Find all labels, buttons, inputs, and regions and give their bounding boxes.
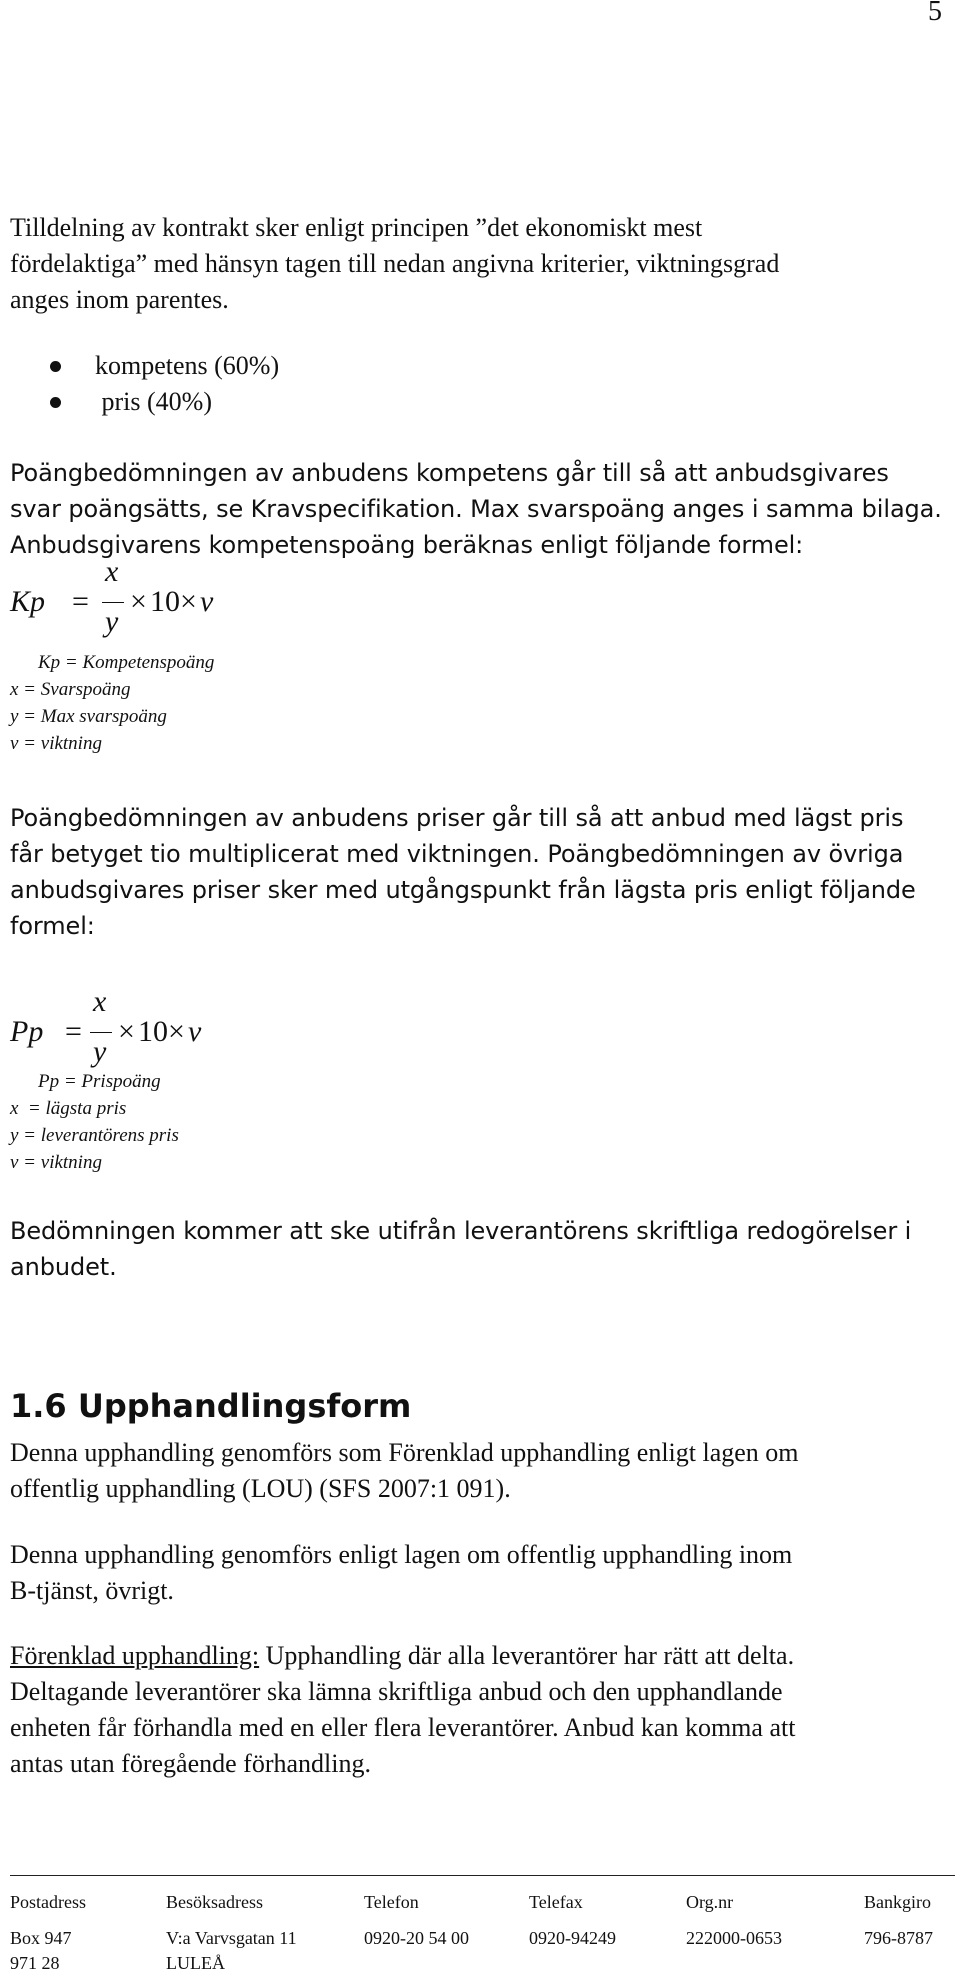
competence-legend — [10, 649, 214, 757]
procurement-p2-line-2: B-tjänst, övrigt. — [10, 1576, 174, 1605]
legend-item: v = viktning — [10, 733, 102, 754]
footer-divider — [10, 1875, 955, 1876]
price-line-4: formel: — [10, 912, 95, 940]
footer-orgnr-value: 222000-0653 — [686, 1928, 782, 1948]
footer-header-visit: Besöksadress — [166, 1892, 263, 1912]
price-line-1: Poängbedömningen av anbudens priser går till så att anbud med lägst pris — [10, 804, 904, 832]
footer-visit-street: V:a Varvsgatan 11 — [166, 1928, 297, 1948]
legend-item: Kp = Kompetenspoäng — [38, 652, 215, 673]
formula-lhs: Pp — [10, 1015, 44, 1048]
procurement-p3-line-3: enheten får förhandla med en eller flera leverantörer. Anbud kan komma att — [10, 1713, 796, 1742]
footer-header-phone: Telefon — [364, 1892, 419, 1912]
procurement-p3-line-1 — [10, 1638, 955, 1674]
formula-numerator: x — [93, 985, 107, 1018]
procurement-p1-line-2: offentlig upphandling (LOU) (SFS 2007:1 091). — [10, 1474, 511, 1503]
formula-denominator: y — [93, 1035, 107, 1068]
formula-times: × — [180, 585, 197, 618]
price-paragraph — [10, 800, 955, 944]
footer-bankgiro-value: 796-8787 — [864, 1928, 933, 1948]
procurement-p3-line-2: Deltagande leverantörer ska lämna skriftliga anbud och den upphandlande — [10, 1677, 783, 1706]
criteria-item-price — [50, 384, 212, 420]
procurement-p3-line-4: antas utan föregående förhandling. — [10, 1749, 371, 1778]
competence-paragraph — [10, 455, 955, 563]
footer-header-bankgiro: Bankgiro — [864, 1892, 931, 1912]
competence-line-3: Anbudsgivarens kompetenspoäng beräknas enligt följande formel: — [10, 531, 804, 559]
intro-line-2: fördelaktiga” med hänsyn tagen till nedan angivna kriterier, viktningsgrad — [10, 249, 780, 278]
price-line-3: anbudsgivares priser sker med utgångspunkt från lägsta pris enligt följande — [10, 876, 916, 904]
formula-numerator: x — [105, 555, 119, 588]
legend-item: x = lägsta pris — [10, 1098, 127, 1119]
legend-item: Pp = Prispoäng — [38, 1071, 161, 1092]
legend-item: v = viktning — [10, 1152, 102, 1173]
formula-times: × — [168, 1015, 185, 1048]
competence-formula — [10, 555, 214, 645]
footer-fax-value: 0920-94249 — [529, 1928, 616, 1948]
procurement-paragraph-2 — [10, 1537, 955, 1609]
formula-weight: v — [200, 585, 214, 618]
procurement-p2-line-1: Denna upphandling genomförs enligt lagen om offentlig upphandling inom — [10, 1540, 793, 1569]
procurement-paragraph-3 — [10, 1638, 955, 1782]
intro-line-3: anges inom parentes. — [10, 285, 229, 314]
formula-denominator: y — [105, 605, 119, 638]
footer-header-orgnr: Org.nr — [686, 1892, 734, 1912]
legend-item: y = leverantörens pris — [10, 1125, 179, 1146]
competence-line-2: svar poängsätts, se Kravspecifikation. Max svarspoäng anges i samma bilaga. — [10, 495, 942, 523]
fraction-line — [102, 602, 124, 603]
criteria-label: kompetens (60%) — [95, 351, 280, 380]
definition-text: Upphandling där alla leverantörer har rätt att delta. — [259, 1641, 795, 1670]
legend-item: x = Svarspoäng — [10, 679, 131, 700]
footer-postal-code: 971 28 — [10, 1953, 60, 1973]
intro-line-1: Tilldelning av kontrakt sker enligt principen ”det ekonomiskt mest — [10, 213, 703, 242]
price-formula — [10, 985, 210, 1075]
formula-equals: = — [72, 585, 89, 618]
footer-header-postal: Postadress — [10, 1892, 86, 1912]
formula-lhs: Kp — [10, 585, 46, 618]
intro-paragraph — [10, 210, 955, 318]
bullet-icon — [50, 361, 61, 372]
footer-header-fax: Telefax — [529, 1892, 583, 1912]
section-heading: 1.6 Upphandlingsform — [10, 1387, 412, 1425]
procurement-p1-line-1: Denna upphandling genomförs som Förenklad upphandling enligt lagen om — [10, 1438, 799, 1467]
criteria-item-competence — [50, 348, 279, 384]
footer-visit-city: LULEÅ — [166, 1953, 225, 1973]
formula-times: × — [130, 585, 147, 618]
competence-line-1: Poängbedömningen av anbudens kompetens går till så att anbudsgivares — [10, 459, 889, 487]
price-legend — [10, 1068, 179, 1176]
page-number: 5 — [928, 0, 942, 27]
bullet-icon — [50, 397, 61, 408]
formula-ten: 10 — [138, 1015, 168, 1048]
footer-postal-box: Box 947 — [10, 1928, 72, 1948]
legend-item: y = Max svarspoäng — [10, 706, 167, 727]
definition-term: Förenklad upphandling: — [10, 1641, 260, 1670]
assessment-line-1: Bedömningen kommer att ske utifrån leverantörens skriftliga redogörelser i — [10, 1217, 912, 1245]
formula-equals: = — [65, 1015, 82, 1048]
criteria-label: pris (40%) — [95, 387, 212, 416]
assessment-line-2: anbudet. — [10, 1253, 117, 1281]
footer-phone-value: 0920-20 54 00 — [364, 1928, 469, 1948]
formula-weight: v — [188, 1015, 202, 1048]
formula-times: × — [118, 1015, 135, 1048]
assessment-paragraph — [10, 1213, 955, 1285]
formula-ten: 10 — [150, 585, 180, 618]
price-line-2: får betyget tio multiplicerat med viktningen. Poängbedömningen av övriga — [10, 840, 904, 868]
fraction-line — [90, 1032, 112, 1033]
procurement-paragraph-1 — [10, 1435, 955, 1507]
